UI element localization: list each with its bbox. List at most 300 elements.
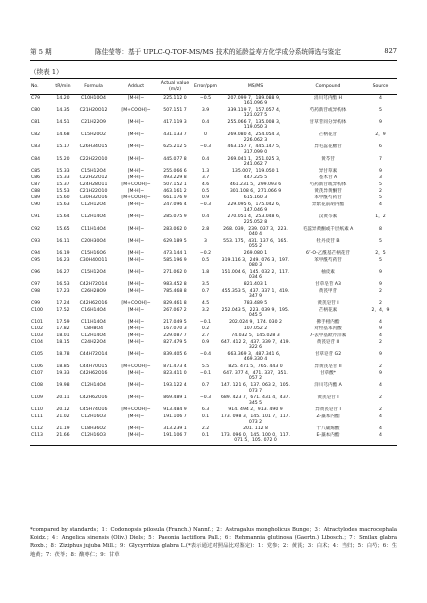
msms-fragments: 107.052 2 — [243, 326, 268, 332]
row-no: C86 — [31, 175, 41, 181]
actual-mz: 193.122 4 — [163, 383, 187, 389]
table-row — [30, 250, 397, 257]
actual-mz: 313.239 1 — [163, 426, 187, 432]
source: 4 — [379, 319, 382, 325]
retention-time: 15.20 — [56, 156, 70, 162]
adduct: [M+COOH]− — [121, 182, 151, 188]
running-header — [30, 44, 397, 58]
msms-fragments: 463.157 7，445.147 5，317.099 0 — [227, 144, 284, 155]
table-row — [30, 257, 397, 269]
actual-mz: 839.405 6 — [163, 351, 187, 357]
col-header-no: No. — [31, 83, 39, 89]
compound-name: 甘草苷同分异构体 — [309, 119, 347, 125]
msms-fragments: 173. 096 0，145. 100 0，117. 071 5，105. 072 0 — [220, 432, 291, 444]
adduct: [M+COOH]− — [121, 407, 151, 413]
msms-fragments: 202.024 9，174. 030 2 — [229, 319, 282, 325]
retention-time: 21.02 — [56, 414, 70, 420]
adduct: [M+COOH]− — [121, 195, 151, 201]
table-row — [30, 407, 397, 414]
retention-time: 15.65 — [56, 226, 70, 232]
actual-mz: 507.152 1 — [163, 182, 187, 188]
compound-name: 黄芪甲苷 — [318, 288, 338, 294]
adduct: [M-H]− — [127, 257, 145, 263]
msms-fragments: 151.004 6，145. 032 2，117. 034 6 — [221, 269, 290, 281]
error-ppm: 3.2 — [201, 307, 210, 313]
formula: C15H20O2 — [81, 132, 106, 138]
compound-name: 毛蕊异黄酮或千层纸素 A — [302, 226, 354, 232]
formula: C11H14O4 — [81, 319, 106, 325]
msms-fragments: 252.043 5，223. 039 9，195. 045 5 — [221, 307, 290, 319]
page-number: 827 — [384, 47, 397, 55]
source: 2，4，9 — [371, 307, 390, 313]
adduct: [M-H]− — [127, 226, 145, 232]
source: 7 — [379, 156, 382, 162]
adduct: [M-H]− — [127, 132, 145, 138]
source: 9 — [379, 168, 382, 174]
actual-mz: 247.096 4 — [163, 202, 187, 208]
error-ppm: 3.5 — [201, 281, 210, 287]
source: 9 — [379, 281, 382, 287]
error-ppm: 6.3 — [201, 407, 210, 413]
issue-number: 第 5 期 — [30, 48, 52, 56]
msms-fragments: 255.066 7，135.008 3，119.050 3 — [227, 119, 284, 131]
formula: C42H62O16 — [79, 370, 108, 376]
table-row — [30, 226, 397, 238]
retention-time: 17.52 — [56, 307, 70, 313]
compound-name: 7-去甲基欧芹洋素 — [309, 333, 347, 339]
table-row — [30, 326, 397, 333]
adduct: [M-H]− — [127, 383, 145, 389]
row-no: C107 — [31, 370, 43, 376]
msms-fragments: 553. 175，431. 137 6，165. 055 2 — [223, 238, 288, 250]
retention-time: 14.20 — [56, 95, 70, 101]
row-no: C98 — [31, 288, 41, 294]
col-header-source: Source — [372, 83, 389, 89]
retention-time: 20.11 — [56, 395, 70, 401]
retention-time: 16.19 — [56, 250, 70, 256]
source: 1，2 — [375, 214, 386, 220]
actual-mz: 463.161 2 — [163, 188, 187, 194]
msms-fragments: 269.080 4，254.054 3，226.062 3 — [227, 132, 284, 143]
row-no: C95 — [31, 257, 41, 263]
compound-name: 甘草皂苷 G2 — [314, 351, 342, 357]
formula: C24H28O11 — [79, 182, 108, 188]
msms-fragments: 229.095 6，175.042 6，147.046 9 — [227, 202, 284, 213]
source: 2，5 — [375, 250, 386, 256]
row-no: C94 — [31, 250, 41, 256]
error-ppm: −0.2 — [199, 250, 212, 256]
adduct: [M-H]− — [127, 188, 145, 194]
source: 5 — [379, 257, 382, 263]
msms-fragments: 647. 412 2，437. 339 7，419. 322 6 — [220, 339, 291, 351]
adduct: [M-H]− — [127, 333, 145, 339]
formula: C12H16O3 — [81, 414, 106, 420]
msms-fragments: 461.231 5，299.093 6 — [229, 182, 282, 188]
msms-fragments: 825. 471 5，765. 443 0 — [228, 364, 283, 370]
adduct: [M-H]− — [127, 202, 145, 208]
compound-name: 黄芪皂苷 I — [317, 300, 339, 306]
col-header-tr: tR/min — [55, 83, 71, 89]
adduct: [M+COOH]− — [121, 107, 151, 113]
msms-fragments: 447.225 5 — [243, 175, 268, 181]
msms-fragments: 615.160 3 — [243, 195, 268, 201]
compound-name: 洋川芎内酯 A — [314, 383, 342, 389]
actual-mz: 871.473 4 — [163, 364, 187, 370]
retention-time: 17.24 — [56, 300, 70, 306]
compound-name: 甘草酸* — [319, 370, 337, 376]
compound-name: 黄芪异黄酮苷 — [314, 188, 342, 194]
table-row — [30, 281, 397, 288]
table-row — [30, 168, 397, 175]
table-row — [30, 307, 397, 319]
col-header-compound: Compound — [315, 83, 341, 89]
actual-mz: 267.067 2 — [163, 307, 187, 313]
adduct: [M-H]− — [127, 119, 145, 125]
table-row — [30, 195, 397, 202]
error-ppm: 0.1 — [201, 432, 210, 438]
row-no: C106 — [31, 364, 43, 370]
source: 5 — [379, 195, 382, 201]
retention-time: 14.51 — [56, 119, 70, 125]
msms-fragments: 270.051 4，253.048 6，225.052 8 — [227, 214, 284, 225]
msms-fragments: 339.119 7，157.057 4，121.027 5 — [227, 107, 284, 119]
source: 3 — [379, 175, 382, 181]
formula: C30H32O16 — [79, 195, 108, 201]
error-ppm: 3.9 — [201, 107, 210, 113]
formula: C12H14O4 — [81, 383, 106, 389]
adduct: [M+COOH]− — [121, 300, 151, 306]
row-no: C91 — [31, 214, 41, 220]
table-row — [30, 95, 397, 108]
adduct: [M-H]− — [127, 168, 145, 174]
table-row — [30, 395, 397, 407]
error-ppm: 0.5 — [201, 188, 210, 194]
row-no: C110 — [31, 407, 43, 413]
source: 2 — [379, 339, 382, 345]
error-ppm: 0.7 — [201, 383, 210, 389]
table-row — [30, 132, 397, 144]
row-no: C93 — [31, 238, 41, 244]
retention-time: 16.27 — [56, 269, 70, 275]
col-header-actual: Actual value (m/z) — [160, 81, 190, 92]
error-ppm: 0.5 — [201, 257, 210, 263]
actual-mz: 507.151 7 — [163, 107, 187, 113]
error-ppm: 0.2 — [201, 326, 210, 332]
row-no: C105 — [31, 351, 43, 357]
formula: C42H72O14 — [79, 281, 108, 287]
row-no: C102 — [31, 326, 43, 332]
error-ppm: 0 — [204, 132, 207, 138]
actual-mz: 493.229 8 — [163, 175, 187, 181]
retention-time: 17.23 — [56, 288, 70, 294]
actual-mz: 661.176 9 — [163, 195, 187, 201]
row-no: C81 — [31, 119, 41, 125]
compound-name: 柚皮素 — [321, 269, 335, 275]
error-ppm: 1.3 — [201, 168, 210, 174]
retention-time: 15.63 — [56, 202, 70, 208]
compound-name: 甘草皂苷 A3 — [315, 281, 341, 287]
actual-mz: 827.479 5 — [163, 339, 187, 345]
compound-name: 汉黄芩素 — [318, 214, 338, 220]
formula: C44H72O14 — [79, 351, 108, 357]
table-row — [30, 269, 397, 281]
adduct: [M-H]− — [127, 395, 145, 401]
adduct: [M-H]− — [127, 288, 145, 294]
adduct: [M-H]− — [127, 144, 145, 150]
row-no: C101 — [31, 319, 43, 325]
compound-name: 牡丹皮苷 B — [316, 238, 340, 244]
compound-name: 苯甲酰芍药苷 — [314, 195, 342, 201]
source: 5 — [379, 107, 382, 113]
msms-fragments: 663.369 3，487.341 6，469.330 4 — [227, 351, 284, 363]
table-row — [30, 414, 397, 426]
formula: C42H62O16 — [79, 395, 108, 401]
retention-time: 15.60 — [56, 195, 70, 201]
actual-mz: 445.077 8 — [163, 156, 187, 162]
retention-time: 14.35 — [56, 107, 70, 113]
row-no: C96 — [31, 269, 41, 275]
actual-mz: 785.468 8 — [163, 288, 187, 294]
source: 9 — [379, 351, 382, 357]
error-ppm: 2.8 — [201, 226, 210, 232]
table-row — [30, 426, 397, 433]
actual-mz: 225.112 0 — [163, 95, 187, 101]
actual-mz: 217.049 5 — [163, 319, 187, 325]
source: 9 — [379, 269, 382, 275]
compound-name: 芒柄花素 — [318, 307, 338, 313]
row-no: C88 — [31, 188, 41, 194]
formula: C22H22O10 — [79, 156, 108, 162]
formula: C24H22O4 — [81, 339, 106, 345]
retention-time: 15.53 — [56, 188, 70, 194]
adduct: [M+COOH]− — [121, 364, 151, 370]
adduct: [M-H]− — [127, 175, 145, 181]
row-no: C84 — [31, 156, 41, 162]
actual-mz: 285.075 9 — [163, 214, 187, 220]
row-no: C79 — [31, 95, 41, 101]
adduct: [M-H]− — [127, 414, 145, 420]
row-no: C82 — [31, 132, 41, 138]
adduct: [M-H]− — [127, 281, 145, 287]
formula: C22H22O12 — [79, 175, 108, 181]
compound-name: 芒柄花苷 — [318, 132, 338, 138]
retention-time: 15.64 — [56, 214, 70, 220]
formula: C42H62O16 — [79, 300, 108, 306]
retention-time: 18.78 — [56, 351, 70, 357]
formula: C11H14O4 — [81, 226, 106, 232]
retention-time: 15.33 — [56, 168, 70, 174]
actual-mz: 283.062 0 — [163, 226, 187, 232]
source: 4 — [379, 432, 382, 438]
compound-name: 异紫花前胡内酯 — [311, 202, 345, 208]
error-ppm: 0.9 — [201, 195, 210, 201]
actual-mz: 829.461 8 — [163, 300, 187, 306]
header-rule — [30, 60, 397, 61]
source: 2 — [379, 395, 382, 401]
retention-time: 20.12 — [56, 407, 70, 413]
adduct: [M-H]− — [127, 307, 145, 313]
msms-fragments: 268. 039，239. 037 3，223. 040 4 — [223, 226, 288, 238]
row-no: C90 — [31, 202, 41, 208]
row-no: C112 — [31, 426, 43, 432]
formula: C21H20O12 — [79, 107, 108, 113]
compound-name: E-藁本内酯 — [316, 432, 340, 438]
table-row — [30, 238, 397, 250]
retention-time: 15.17 — [56, 144, 70, 150]
msms-fragments: 269.080 1 — [243, 250, 268, 256]
compound-name: 对羟基苯丙酸 — [314, 326, 342, 332]
retention-time: 14.68 — [56, 132, 70, 138]
row-no: C113 — [31, 432, 43, 438]
msms-fragments: 147. 121 6，137. 063 2，105. 073 7 — [220, 383, 291, 394]
adduct: [M-H]− — [127, 95, 145, 101]
formula: C15H16O6 — [81, 250, 106, 256]
source: 6 — [379, 144, 382, 150]
msms-fragments: 455.353 5，437. 337 1，419. 347 9 — [221, 288, 290, 300]
compound-name: 异黄芪皂苷 I — [315, 407, 341, 413]
compound-name: 黄芪皂苷 II — [316, 339, 340, 345]
row-no: C104 — [31, 339, 43, 345]
adduct: [M-H]− — [127, 370, 145, 376]
adduct: [M-H]− — [127, 351, 145, 357]
table-row — [30, 432, 397, 445]
retention-time: 15.37 — [56, 182, 70, 188]
col-header-adduct: Adduct — [127, 83, 145, 89]
actual-mz: 271.062 0 — [163, 269, 187, 275]
compound-name: 黄芩苷 — [321, 156, 335, 162]
source: 2 — [379, 288, 382, 294]
error-ppm: 0.7 — [201, 288, 210, 294]
source: 2 — [379, 364, 382, 370]
error-ppm: 2.7 — [201, 333, 210, 339]
source: 2 — [379, 188, 382, 194]
table-row — [30, 175, 397, 182]
error-ppm: −0.1 — [199, 370, 212, 376]
row-no: C99 — [31, 300, 41, 306]
retention-time: 19.98 — [56, 383, 70, 389]
row-no: C83 — [31, 144, 41, 150]
msms-fragments: 647. 377 4，471. 337，351. 057 2 — [223, 370, 288, 382]
row-no: C80 — [31, 107, 41, 113]
table-row — [30, 339, 397, 351]
formula: C12H16O3 — [81, 432, 106, 438]
source: 9 — [379, 370, 382, 376]
formula: C21H22O9 — [81, 119, 106, 125]
adduct: [M-H]− — [127, 432, 145, 438]
actual-mz: 983.452 8 — [163, 281, 187, 287]
source: 8 — [379, 226, 382, 232]
adduct: [M-H]− — [127, 319, 145, 325]
error-ppm: 0.1 — [201, 414, 210, 420]
col-header-msms: MS/MS — [247, 83, 264, 89]
actual-mz: 417.119 3 — [163, 119, 187, 125]
table-row — [30, 364, 397, 371]
actual-mz: 823.411 0 — [163, 370, 187, 376]
retention-time: 18.15 — [56, 339, 70, 345]
table-row — [30, 351, 397, 363]
compound-name: 异黄芪皂苷 II — [314, 364, 342, 370]
formula: C16H14O4 — [81, 307, 106, 313]
formula: C30H40O11 — [79, 257, 108, 263]
msms-fragments: 201. 112 8 — [243, 426, 268, 432]
table-row — [30, 156, 397, 168]
table-row — [30, 188, 397, 195]
source: 5 — [379, 182, 382, 188]
formula: C20H30O4 — [81, 238, 106, 244]
retention-time: 18.01 — [56, 333, 70, 339]
retention-time: 16.53 — [56, 281, 70, 287]
source: 9 — [379, 326, 382, 332]
formula: C45H74O16 — [79, 407, 108, 413]
msms-fragments: 783.489 5 — [243, 300, 268, 306]
source: 4 — [379, 333, 382, 339]
retention-time: 18.85 — [56, 364, 70, 370]
actual-mz: 167.070 3 — [163, 326, 187, 332]
formula: C12H14O4 — [81, 214, 106, 220]
row-no: C89 — [31, 195, 41, 201]
msms-fragments: 914. 494 2，913. 490 9 — [228, 407, 283, 413]
formula: C44H70O15 — [79, 364, 108, 370]
compound-name: 6″-O-乙酰基芒柄花苷 — [306, 250, 350, 256]
adduct: [M-H]− — [127, 250, 145, 256]
error-ppm: 5.5 — [201, 364, 210, 370]
msms-fragments: 74.032 5，145.028 3 — [231, 333, 280, 339]
error-ppm: −0.3 — [199, 202, 212, 208]
actual-mz: 869.489 1 — [163, 395, 187, 401]
compound-name: 异毛蕊花糖苷 — [314, 144, 342, 150]
retention-time: 17.59 — [56, 319, 70, 325]
source: 9 — [379, 119, 382, 125]
retention-time: 21.66 — [56, 432, 70, 438]
error-ppm: 4.6 — [201, 182, 210, 188]
source: 2 — [379, 300, 382, 306]
actual-mz: 913.484 9 — [163, 407, 187, 413]
adduct: [M-H]− — [127, 156, 145, 162]
table-row — [30, 370, 397, 382]
source: 4 — [379, 383, 382, 389]
error-ppm: −0.5 — [199, 95, 212, 101]
msms-fragments: 821.403 1 — [243, 281, 268, 287]
formula: C26H28O9 — [81, 288, 106, 294]
compound-table — [30, 78, 397, 446]
formula: C12H14O4 — [81, 333, 106, 339]
row-no: C87 — [31, 182, 41, 188]
table-row — [30, 288, 397, 300]
row-no: C111 — [31, 414, 43, 420]
table-row — [30, 202, 397, 214]
adduct: [M-H]− — [127, 326, 145, 332]
row-no: C109 — [31, 395, 43, 401]
msms-fragments: 319.116 3，249. 076 3，197. 080 3 — [221, 257, 290, 269]
adduct: [M-H]− — [127, 426, 145, 432]
source: 4 — [379, 426, 382, 432]
actual-mz: 191.106 7 — [163, 414, 187, 420]
formula: C21H22O10 — [79, 188, 108, 194]
table-row — [30, 300, 397, 307]
compound-name: 异甘草素 — [318, 168, 338, 174]
compound-name: 芍药新苷或异构体 — [309, 107, 347, 113]
actual-mz: 629.189 5 — [163, 238, 187, 244]
col-header-error: Error/ppm — [193, 83, 218, 89]
error-ppm: 0.4 — [201, 156, 210, 162]
formula: C26H34O15 — [79, 144, 108, 150]
error-ppm: 3.7 — [201, 175, 210, 181]
error-ppm: 2.2 — [201, 426, 210, 432]
source: 4 — [379, 202, 382, 208]
error-ppm: −0.4 — [199, 351, 212, 357]
table-row — [30, 214, 397, 226]
compound-name: 涓川芎内酯 H — [314, 95, 342, 101]
